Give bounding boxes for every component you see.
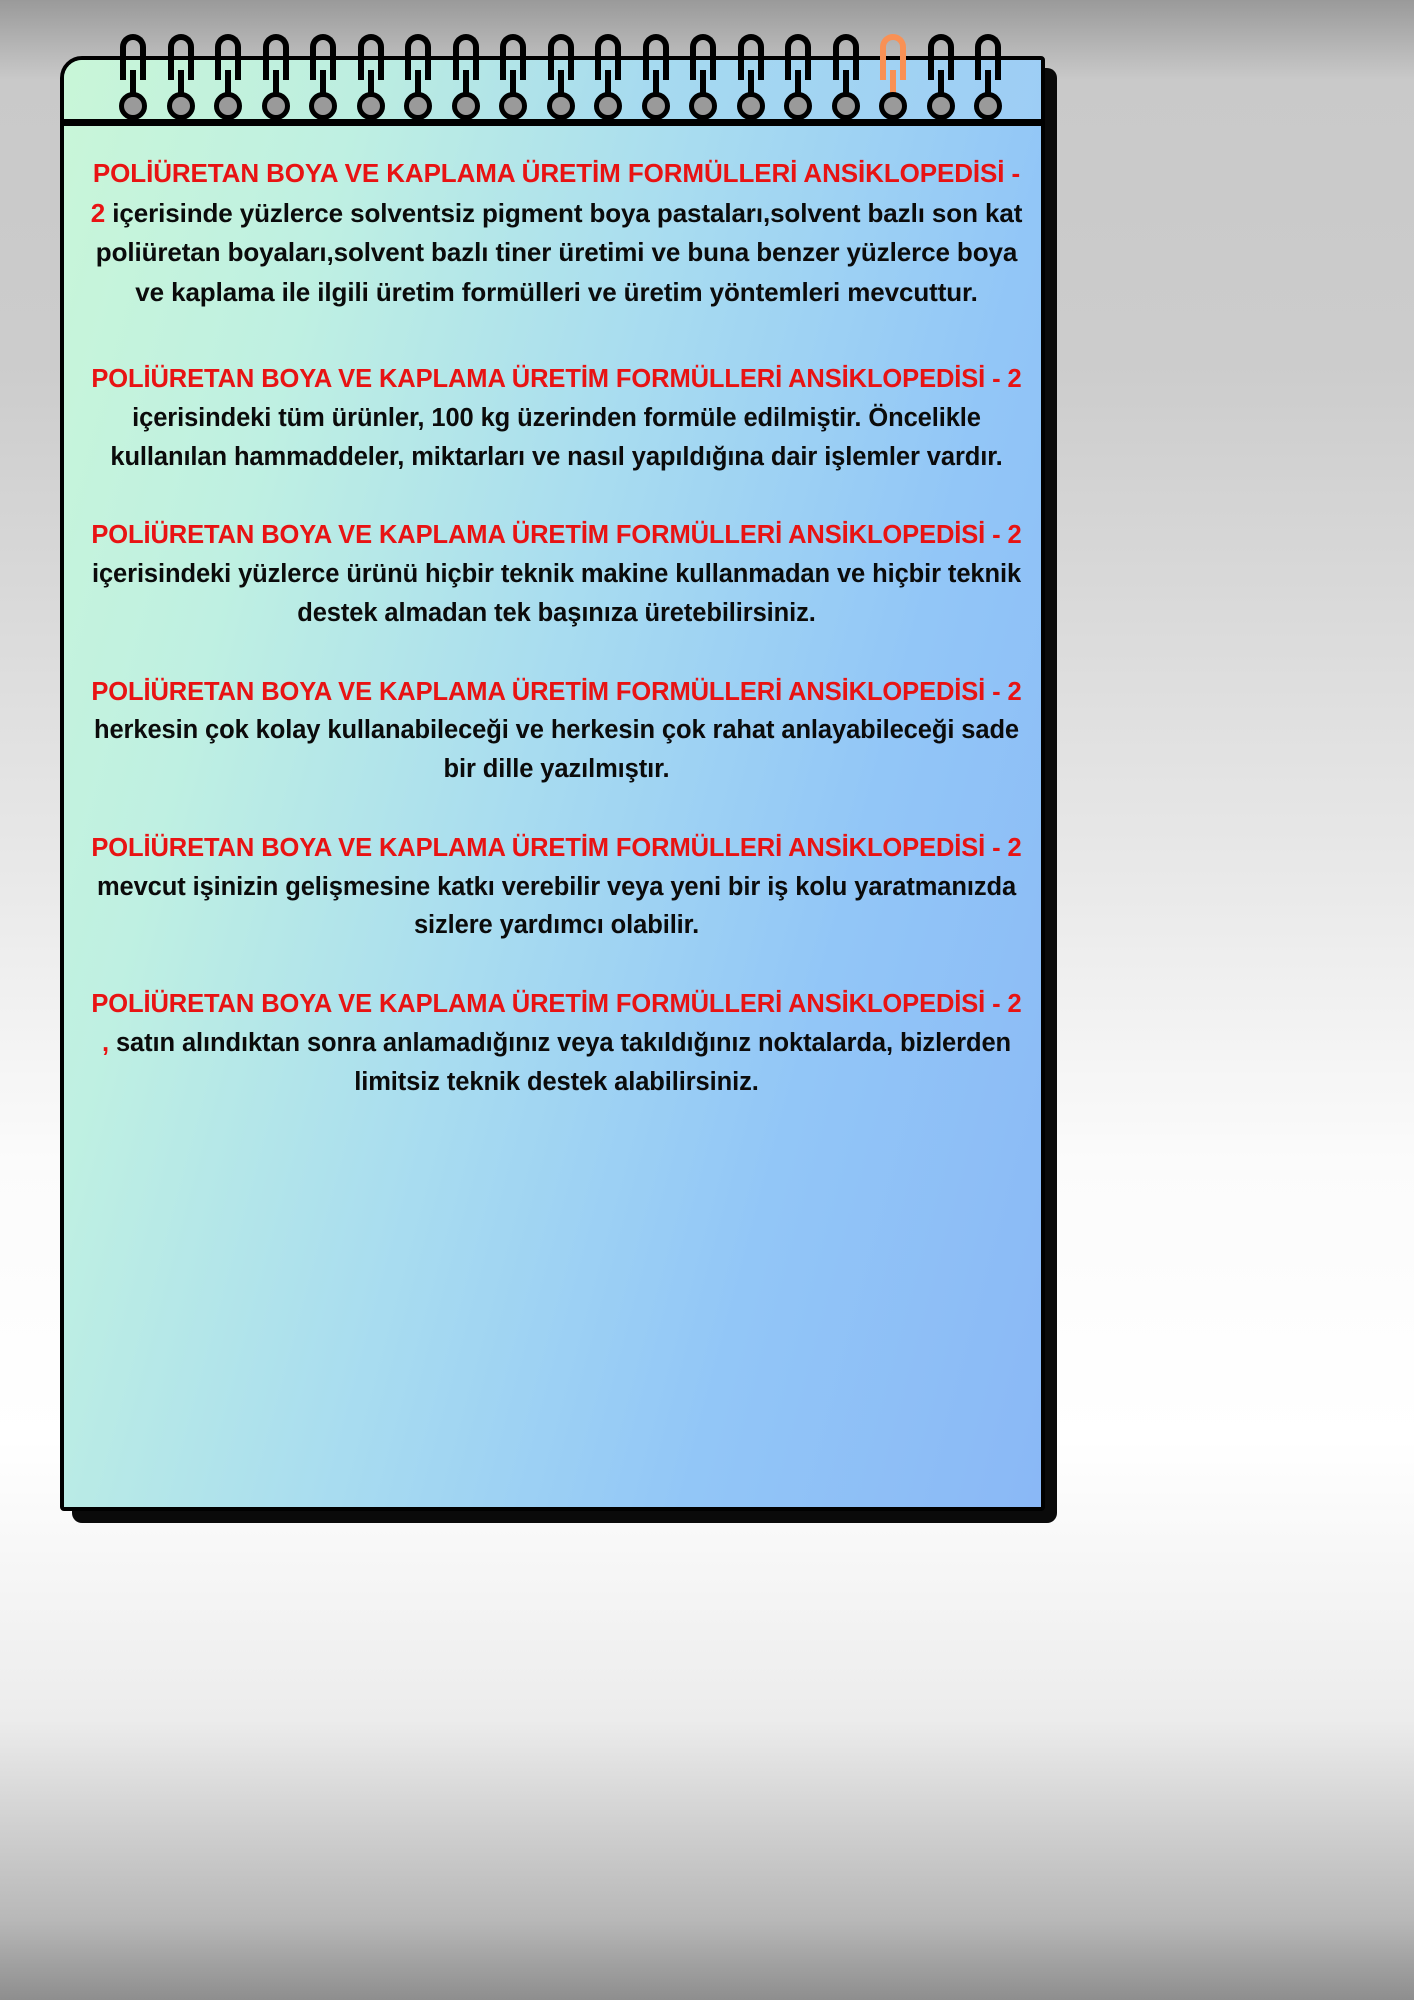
paragraph-2 — [90, 360, 1023, 476]
spiral-ring — [975, 34, 1001, 126]
paragraph-5 — [90, 829, 1023, 945]
ring-eyelet-icon — [119, 92, 147, 120]
ring-eyelet-icon — [452, 92, 480, 120]
ring-eyelet-icon — [737, 92, 765, 120]
spiral-ring — [643, 34, 669, 126]
spiral-ring — [263, 34, 289, 126]
ring-eyelet-icon — [262, 92, 290, 120]
ring-eyelet-icon — [784, 92, 812, 120]
ring-eyelet-icon — [214, 92, 242, 120]
spiral-ring — [928, 34, 954, 126]
paragraph-2-body: içerisindeki tüm ürünler, 100 kg üzerinden formüle edilmiştir. Öncelikle kullanılan hammaddeler, miktarları ve nasıl yapıldığına dair işlemler vardır. — [110, 403, 1003, 471]
spiral-ring — [500, 34, 526, 126]
ring-eyelet-icon — [404, 92, 432, 120]
spiral-ring — [215, 34, 241, 126]
spiral-ring — [833, 34, 859, 126]
paragraph-3-body: içerisindeki yüzlerce ürünü hiçbir teknik makine kullanmadan ve hiçbir teknik destek almadan tek başınıza üretebilirsiniz. — [91, 560, 1022, 627]
ring-eyelet-icon — [927, 92, 955, 120]
spiral-ring — [738, 34, 764, 126]
paragraph-4-highlight: POLİÜRETAN BOYA VE KAPLAMA ÜRETİM FORMÜLLERİ ANSİKLOPEDİSİ - 2 — [91, 677, 1022, 706]
paragraph-6-body: satın alındıktan sonra anlamadığınız veya takıldığınız noktalarda, bizlerden limitsiz teknik destek alabilirsiniz. — [108, 1028, 1012, 1096]
ring-eyelet-icon — [309, 92, 337, 120]
spiral-ring-accent — [880, 34, 906, 126]
paragraph-4 — [90, 673, 1023, 789]
spiral-binding — [60, 34, 1045, 144]
spiral-ring — [690, 34, 716, 126]
paragraph-4-body: herkesin çok kolay kullanabileceği ve herkesin çok rahat anlayabileceği sade bir dille yazılmıştır. — [93, 716, 1020, 784]
paragraph-5-highlight: POLİÜRETAN BOYA VE KAPLAMA ÜRETİM FORMÜLLERİ ANSİKLOPEDİSİ - 2 — [91, 833, 1022, 862]
paragraph-6 — [90, 985, 1023, 1101]
spiral-ring — [168, 34, 194, 126]
ring-eyelet-icon — [499, 92, 527, 120]
spiral-ring — [595, 34, 621, 126]
spiral-ring — [358, 34, 384, 126]
spiral-ring — [453, 34, 479, 126]
notepad-page — [60, 56, 1045, 1511]
notepad-text-content — [64, 130, 1045, 1111]
ring-eyelet-icon — [594, 92, 622, 120]
ring-eyelet-icon — [547, 92, 575, 120]
spiral-ring — [120, 34, 146, 126]
spiral-ring — [785, 34, 811, 126]
ring-eyelet-icon — [832, 92, 860, 120]
ring-eyelet-icon — [879, 92, 907, 120]
spiral-ring — [310, 34, 336, 126]
spiral-ring — [405, 34, 431, 126]
paragraph-6-highlight: POLİÜRETAN BOYA VE KAPLAMA ÜRETİM FORMÜLLERİ ANSİKLOPEDİSİ - 2 , — [91, 990, 1022, 1057]
paragraph-3-highlight: POLİÜRETAN BOYA VE KAPLAMA ÜRETİM FORMÜLLERİ ANSİKLOPEDİSİ - 2 — [91, 521, 1022, 550]
ring-eyelet-icon — [357, 92, 385, 120]
paragraph-2-highlight: POLİÜRETAN BOYA VE KAPLAMA ÜRETİM FORMÜLLERİ ANSİKLOPEDİSİ - 2 — [91, 365, 1022, 394]
paragraph-1-body: içerisinde yüzlerce solventsiz pigment boya pastaları,solvent bazlı son kat poliüretan boyaları,solvent bazlı tiner üretimi ve buna benzer yüzlerce boya ve kaplama ile ilgili üretim formülleri ve üretim yöntemleri mevcuttur. — [95, 197, 1023, 307]
paragraph-1 — [90, 154, 1023, 312]
paragraph-1-highlight: POLİÜRETAN BOYA VE KAPLAMA ÜRETİM FORMÜLLERİ ANSİKLOPEDİSİ - 2 — [90, 158, 1021, 228]
ring-eyelet-icon — [974, 92, 1002, 120]
ring-eyelet-icon — [642, 92, 670, 120]
ring-eyelet-icon — [689, 92, 717, 120]
paragraph-3 — [90, 516, 1023, 632]
spiral-ring — [548, 34, 574, 126]
ring-eyelet-icon — [167, 92, 195, 120]
notepad — [60, 56, 1045, 1511]
paragraph-5-body: mevcut işinizin gelişmesine katkı verebilir veya yeni bir iş kolu yaratmanızda sizlere yardımcı olabilir. — [96, 872, 1017, 940]
